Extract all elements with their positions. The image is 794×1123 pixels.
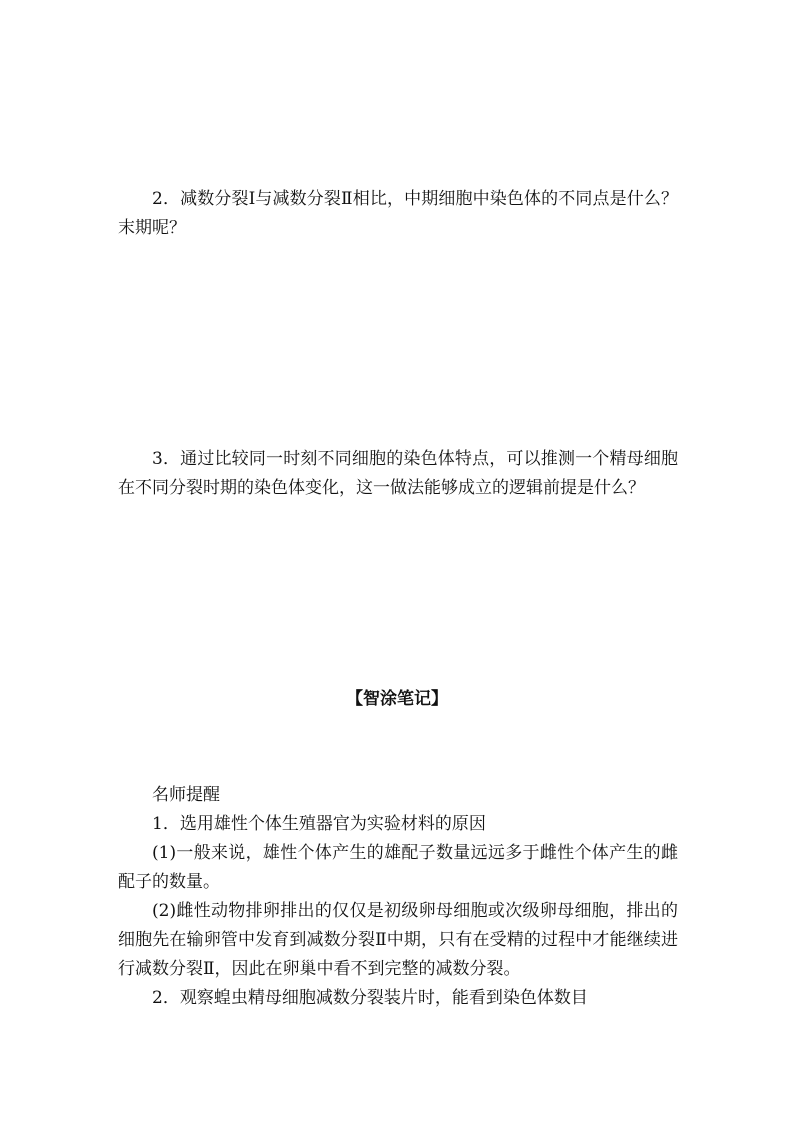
question-3: 3．通过比较同一时刻不同细胞的染色体特点，可以推测一个精母细胞在不同分裂时期的染色体变化，这一做法能够成立的逻辑前提是什么？ <box>118 449 678 498</box>
point-1-a: (1)一般来说，雄性个体产生的雄配子数量远远多于雌性个体产生的雌配子的数量。 <box>118 843 678 892</box>
notes-section <box>118 781 678 1013</box>
point-1-b: (2)雌性动物排卵排出的仅仅是初级卵母细胞或次级卵母细胞，排出的细胞先在输卵管中发育到减数分裂Ⅱ中期，只有在受精的过程中才能继续进行减数分裂Ⅱ，因此在卵巢中看不到完整的减数分裂。 <box>118 901 678 979</box>
point-2-title: 2．观察蝗虫精母细胞减数分裂装片时，能看到染色体数目 <box>152 988 588 1008</box>
notes-section-title: 名师提醒 <box>152 785 220 805</box>
notes-heading: 【智涂笔记】 <box>346 689 448 709</box>
question-2: 2．减数分裂Ⅰ与减数分裂Ⅱ相比，中期细胞中染色体的不同点是什么？末期呢？ <box>118 189 678 238</box>
point-1-title: 1．选用雄性个体生殖器官为实验材料的原因 <box>152 814 486 834</box>
